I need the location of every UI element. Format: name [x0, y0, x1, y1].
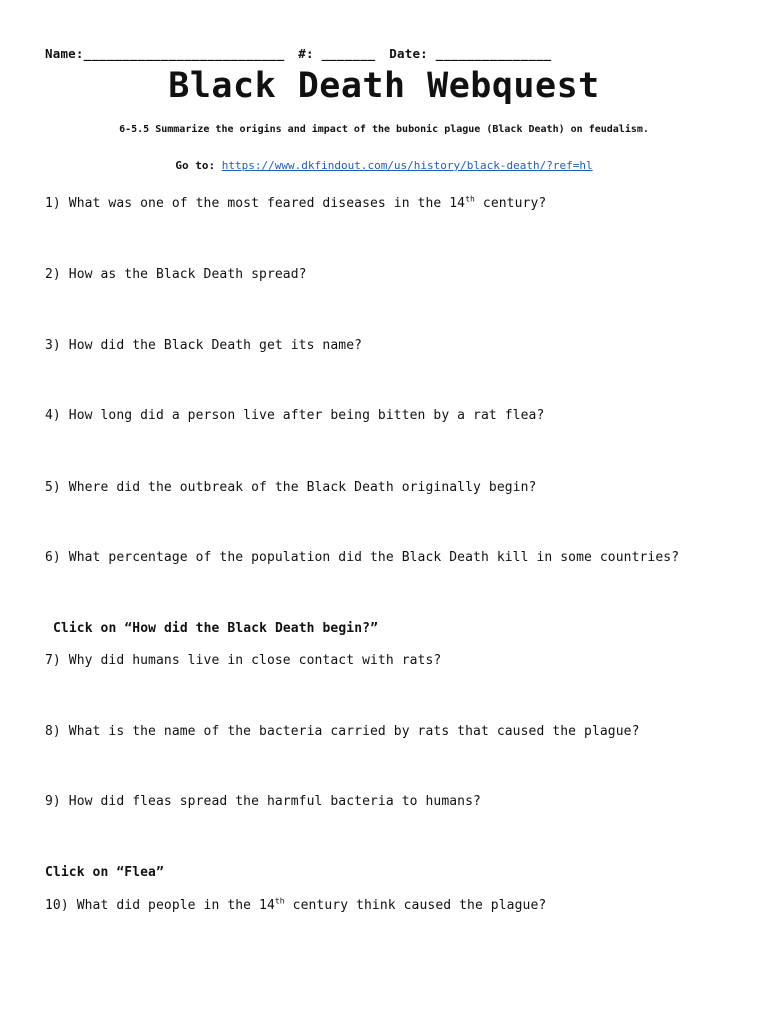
section-heading-flea: Click on “Flea” [45, 865, 164, 880]
question-1-text: 1) What was one of the most feared diseases in the 14 [45, 196, 466, 211]
question-10 [45, 898, 546, 913]
question-2: 2) How as the Black Death spread? [45, 267, 307, 282]
goto-label: Go to: [175, 159, 216, 172]
question-10-text: 10) What did people in the 14 [45, 898, 275, 913]
question-1-superscript: th [465, 194, 475, 204]
question-9: 9) How did fleas spread the harmful bacteria to humans? [45, 794, 481, 809]
question-5: 5) Where did the outbreak of the Black Death originally begin? [45, 480, 537, 495]
standard-text: 6-5.5 Summarize the origins and impact of the bubonic plague (Black Death) on feudalism. [119, 124, 649, 135]
question-6: 6) What percentage of the population did the Black Death kill in some countries? [45, 550, 680, 565]
date-label: Date: [389, 46, 428, 61]
student-info-line [45, 46, 552, 61]
question-1 [45, 196, 546, 211]
name-label: Name: [45, 46, 84, 61]
question-10-superscript: th [274, 896, 285, 906]
name-blank[interactable]: __________________________ [83, 46, 285, 61]
number-blank[interactable]: _______ [321, 46, 376, 61]
number-label: #: [298, 46, 314, 61]
page-title: Black Death Webquest [168, 66, 600, 106]
section-heading-begin: Click on “How did the Black Death begin?” [53, 621, 378, 636]
question-3: 3) How did the Black Death get its name? [45, 338, 363, 353]
goto-line [0, 159, 768, 172]
question-8: 8) What is the name of the bacteria carried by rats that caused the plague? [45, 724, 640, 739]
webquest-link[interactable]: https://www.dkfindout.com/us/history/black-death/?ref=hl [221, 159, 593, 172]
question-4: 4) How long did a person live after being bitten by a rat flea? [45, 408, 545, 423]
date-blank[interactable]: _______________ [435, 46, 552, 61]
question-1-text-end: century? [474, 196, 547, 211]
question-10-text-end: century think caused the plague? [284, 898, 547, 913]
question-7: 7) Why did humans live in close contact with rats? [45, 653, 442, 668]
